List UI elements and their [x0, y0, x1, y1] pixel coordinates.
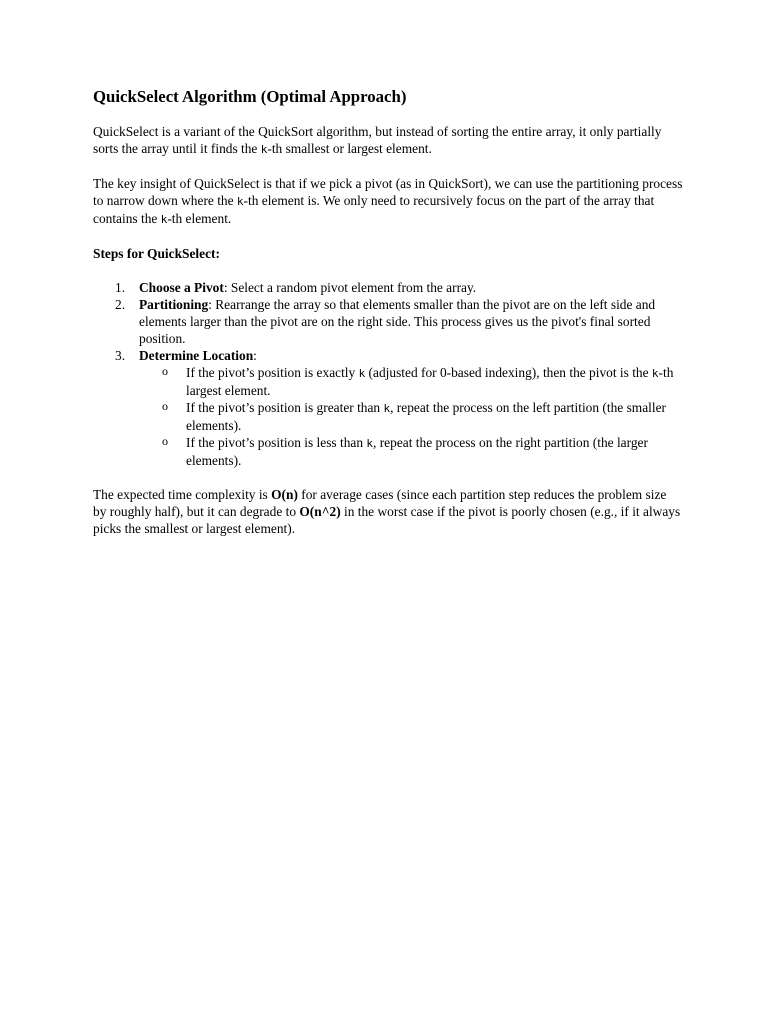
- sub-list: [139, 364, 683, 469]
- intro-paragraph: [93, 123, 683, 158]
- steps-heading: Steps for QuickSelect:: [93, 246, 220, 261]
- intro-text-end: -th smallest or largest element.: [267, 141, 432, 156]
- k-variable: k: [160, 213, 168, 226]
- step-label: Partitioning: [139, 297, 209, 312]
- sub-text: If the pivot’s position is greater than: [186, 400, 384, 415]
- complexity-text-end: in the worst case if the pivot is poorly chosen (e.g., if it always picks the smallest or largest element).: [93, 504, 681, 536]
- step-label: Choose a Pivot: [139, 280, 224, 295]
- bullet-icon: o: [162, 399, 168, 413]
- list-number: 1.: [115, 280, 126, 295]
- complexity-paragraph: [93, 486, 683, 537]
- k-variable: k: [366, 437, 374, 450]
- intro-text: QuickSelect is a variant of the QuickSort algorithm, but instead of sorting the entire array, it only partially sorts the array until it finds the: [93, 124, 662, 156]
- average-complexity: O(n): [271, 487, 298, 502]
- step-text: :: [253, 348, 257, 363]
- sub-list-item: [139, 434, 683, 469]
- document-body: [93, 86, 683, 554]
- sub-list-item: [139, 399, 683, 434]
- step-text: : Select a random pivot element from the array.: [223, 280, 477, 295]
- page-title: QuickSelect Algorithm (Optimal Approach): [93, 87, 407, 106]
- insight-paragraph: [93, 175, 683, 228]
- insight-text-middle: -th element is. We only need to recursively focus on the part of the array that contains the: [93, 193, 655, 226]
- k-variable: k: [260, 143, 268, 156]
- list-item-step-2: [93, 296, 683, 347]
- complexity-text: The expected time complexity is: [93, 487, 272, 502]
- list-number: 3.: [115, 348, 126, 363]
- k-variable: k: [383, 402, 391, 415]
- sub-text-end: , repeat the process on the right partition (the larger elements).: [186, 435, 648, 468]
- list-item-step-1: [93, 279, 683, 296]
- insight-text-end: -th element.: [167, 211, 232, 226]
- sub-text-middle: (adjusted for 0-based indexing), then the pivot is the: [365, 365, 652, 380]
- step-label: Determine Location: [139, 348, 254, 363]
- step-text: : Rearrange the array so that elements smaller than the pivot are on the left side and elements larger than the pivot are on the right side. This process gives us the pivot's final sorted position.: [139, 297, 656, 346]
- steps-list: [93, 279, 683, 469]
- sub-list-item: [139, 364, 683, 399]
- worst-complexity: O(n^2): [299, 504, 341, 519]
- k-variable: k: [358, 367, 366, 380]
- sub-text-end: , repeat the process on the left partition (the smaller elements).: [186, 400, 667, 433]
- sub-text: If the pivot’s position is less than: [186, 435, 367, 450]
- list-item-step-3: [93, 347, 683, 469]
- k-variable: k: [651, 367, 659, 380]
- bullet-icon: o: [162, 364, 168, 378]
- sub-text-end: -th largest element.: [186, 365, 674, 398]
- complexity-text-middle: for average cases (since each partition step reduces the problem size by roughly half), but it can degrade to: [93, 487, 667, 519]
- insight-text: The key insight of QuickSelect is that if we pick a pivot (as in QuickSort), we can use the partitioning process to narrow down where the: [93, 176, 683, 208]
- bullet-icon: o: [162, 434, 168, 448]
- sub-text: If the pivot’s position is exactly: [186, 365, 359, 380]
- k-variable: k: [236, 195, 244, 208]
- list-number: 2.: [115, 297, 126, 312]
